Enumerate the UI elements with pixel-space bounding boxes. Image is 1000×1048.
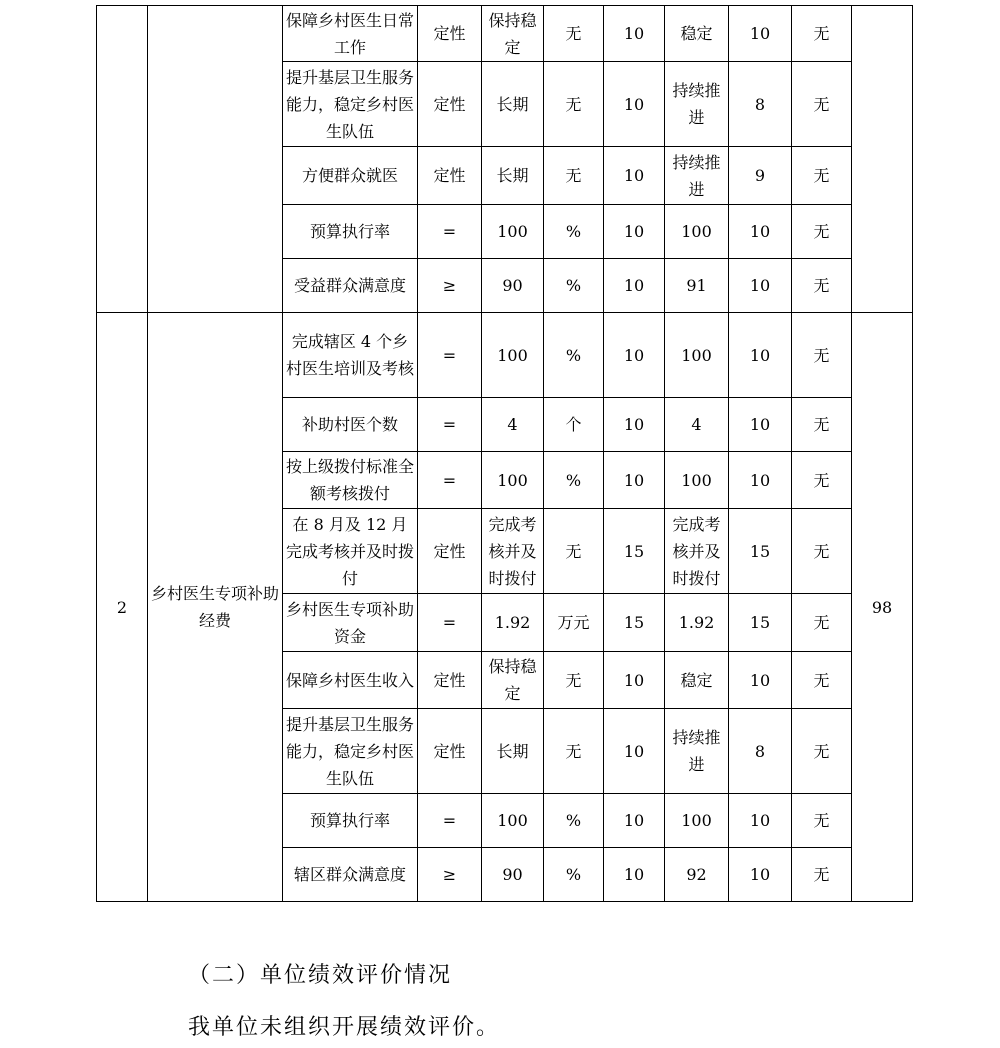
deviation-cell: 无 [792,794,852,848]
score-cell: 10 [729,6,792,62]
deviation-cell: 无 [792,452,852,509]
target-cell: 1.92 [482,594,544,652]
target-cell: 保持稳定 [482,6,544,62]
score-cell: 10 [729,848,792,902]
unit-cell: 个 [544,398,604,452]
actual-cell: 持续推进 [665,62,729,147]
score-cell: 8 [729,709,792,794]
operator-cell: = [418,313,482,398]
score-cell: 8 [729,62,792,147]
indicator-cell: 提升基层卫生服务能力，稳定乡村医生队伍 [283,709,418,794]
actual-cell: 稳定 [665,652,729,709]
actual-cell: 100 [665,452,729,509]
deviation-cell: 无 [792,259,852,313]
deviation-cell: 无 [792,147,852,205]
deviation-cell: 无 [792,652,852,709]
weight-cell: 10 [604,62,665,147]
weight-cell: 10 [604,398,665,452]
score-cell: 10 [729,205,792,259]
operator-cell: 定性 [418,6,482,62]
target-cell: 100 [482,452,544,509]
unit-cell: % [544,848,604,902]
actual-cell: 100 [665,205,729,259]
weight-cell: 10 [604,259,665,313]
weight-cell: 10 [604,313,665,398]
total-score-cell: 98 [852,313,913,902]
project-cell [148,6,283,313]
indicator-cell: 完成辖区 4 个乡村医生培训及考核 [283,313,418,398]
operator-cell: = [418,398,482,452]
unit-cell: 无 [544,6,604,62]
weight-cell: 10 [604,794,665,848]
indicator-cell: 受益群众满意度 [283,259,418,313]
operator-cell: = [418,794,482,848]
unit-cell: % [544,205,604,259]
target-cell: 保持稳定 [482,652,544,709]
actual-cell: 100 [665,794,729,848]
score-cell: 10 [729,652,792,709]
weight-cell: 10 [604,452,665,509]
table-row [97,6,913,62]
target-cell: 90 [482,848,544,902]
target-cell: 完成考核并及时拨付 [482,509,544,594]
target-cell: 100 [482,794,544,848]
operator-cell: ≥ [418,259,482,313]
indicator-cell: 方便群众就医 [283,147,418,205]
unit-cell: % [544,794,604,848]
indicator-cell: 保障乡村医生收入 [283,652,418,709]
deviation-cell: 无 [792,6,852,62]
indicator-cell: 辖区群众满意度 [283,848,418,902]
score-cell: 15 [729,509,792,594]
section-heading: （二）单位绩效评价情况 [188,963,453,988]
weight-cell: 10 [604,6,665,62]
weight-cell: 10 [604,848,665,902]
indicator-cell: 预算执行率 [283,205,418,259]
target-cell: 长期 [482,62,544,147]
performance-table [96,5,913,902]
deviation-cell: 无 [792,709,852,794]
index-cell [97,6,148,313]
score-cell: 9 [729,147,792,205]
actual-cell: 4 [665,398,729,452]
indicator-cell: 提升基层卫生服务能力，稳定乡村医生队伍 [283,62,418,147]
operator-cell: 定性 [418,147,482,205]
unit-cell: % [544,259,604,313]
actual-cell: 100 [665,313,729,398]
project-cell: 乡村医生专项补助经费 [148,313,283,902]
deviation-cell: 无 [792,398,852,452]
score-cell: 10 [729,794,792,848]
score-cell: 10 [729,259,792,313]
deviation-cell: 无 [792,848,852,902]
indicator-cell: 补助村医个数 [283,398,418,452]
operator-cell: 定性 [418,709,482,794]
weight-cell: 10 [604,709,665,794]
unit-cell: 万元 [544,594,604,652]
operator-cell: = [418,205,482,259]
unit-cell: 无 [544,652,604,709]
unit-cell: 无 [544,709,604,794]
weight-cell: 10 [604,205,665,259]
total-score-cell [852,6,913,313]
actual-cell: 稳定 [665,6,729,62]
weight-cell: 15 [604,509,665,594]
indicator-cell: 预算执行率 [283,794,418,848]
weight-cell: 15 [604,594,665,652]
section-body-text: 我单位未组织开展绩效评价。 [188,1015,501,1040]
deviation-cell: 无 [792,62,852,147]
target-cell: 4 [482,398,544,452]
indicator-cell: 乡村医生专项补助资金 [283,594,418,652]
unit-cell: 无 [544,147,604,205]
score-cell: 15 [729,594,792,652]
operator-cell: 定性 [418,652,482,709]
unit-cell: 无 [544,62,604,147]
target-cell: 90 [482,259,544,313]
operator-cell: = [418,452,482,509]
operator-cell: = [418,594,482,652]
unit-cell: 无 [544,509,604,594]
index-cell: 2 [97,313,148,902]
target-cell: 长期 [482,147,544,205]
indicator-cell: 按上级拨付标准全额考核拨付 [283,452,418,509]
target-cell: 100 [482,313,544,398]
actual-cell: 91 [665,259,729,313]
actual-cell: 持续推进 [665,709,729,794]
weight-cell: 10 [604,147,665,205]
actual-cell: 持续推进 [665,147,729,205]
table-row [97,313,913,398]
deviation-cell: 无 [792,313,852,398]
indicator-cell: 保障乡村医生日常工作 [283,6,418,62]
operator-cell: 定性 [418,62,482,147]
actual-cell: 92 [665,848,729,902]
operator-cell: 定性 [418,509,482,594]
score-cell: 10 [729,452,792,509]
score-cell: 10 [729,313,792,398]
weight-cell: 10 [604,652,665,709]
actual-cell: 1.92 [665,594,729,652]
actual-cell: 完成考核并及时拨付 [665,509,729,594]
score-cell: 10 [729,398,792,452]
deviation-cell: 无 [792,509,852,594]
deviation-cell: 无 [792,594,852,652]
operator-cell: ≥ [418,848,482,902]
deviation-cell: 无 [792,205,852,259]
unit-cell: % [544,313,604,398]
unit-cell: % [544,452,604,509]
target-cell: 100 [482,205,544,259]
target-cell: 长期 [482,709,544,794]
indicator-cell: 在 8 月及 12 月完成考核并及时拨付 [283,509,418,594]
